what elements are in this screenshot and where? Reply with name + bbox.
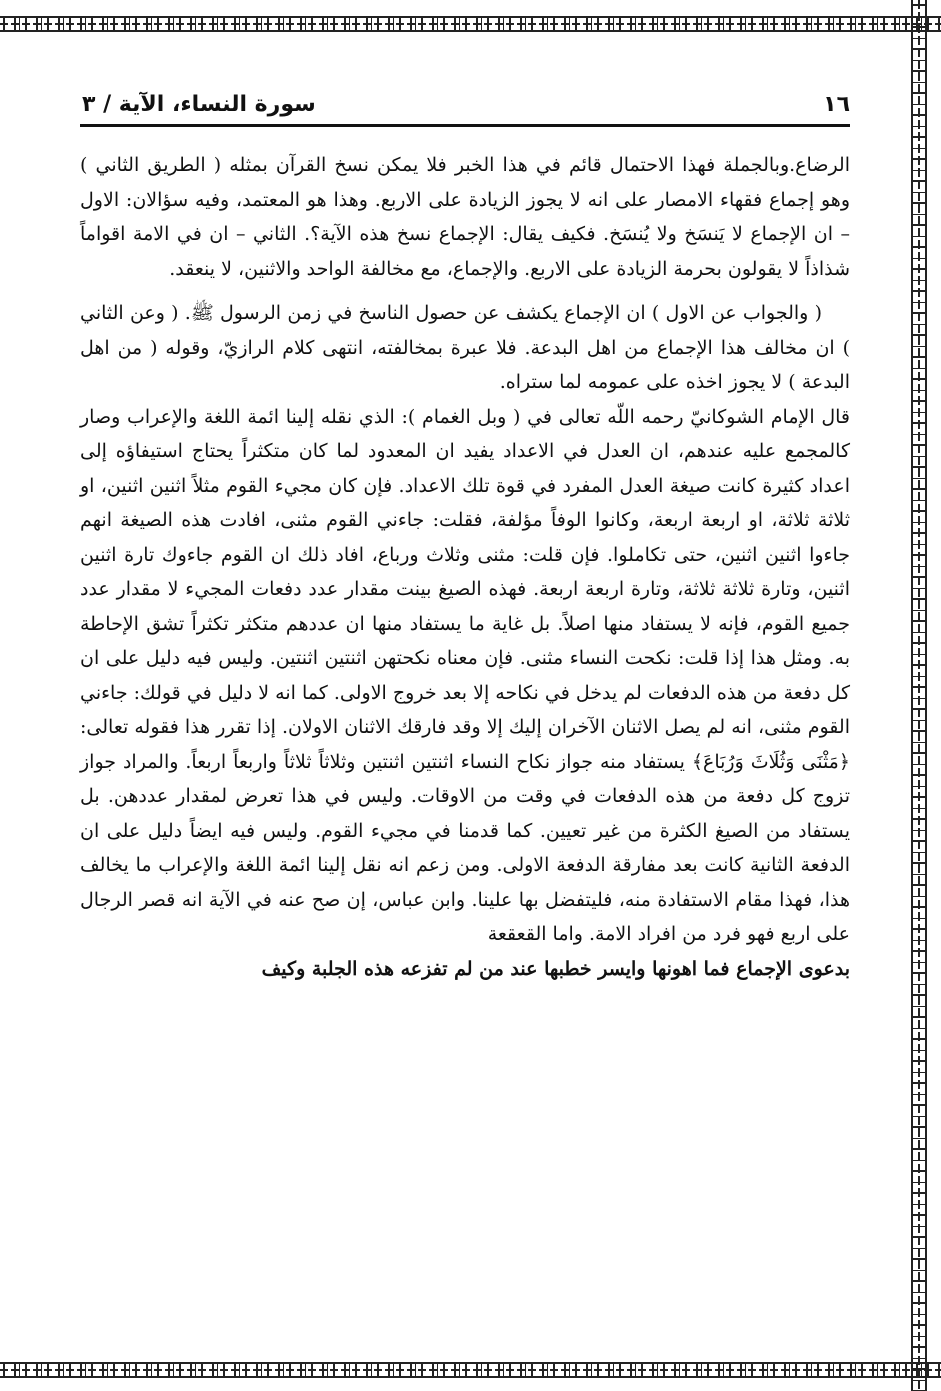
page-body	[80, 148, 850, 986]
page-number: ١٦	[823, 91, 850, 117]
paragraph: قال الإمام الشوكانيّ رحمه اللّه تعالى في ( وبل الغمام ): الذي نقله إلينا ائمة اللغة والإعراب وصار كالمجمع عليه عندهم، ان العدل في الاعداد يفيد ان المعدود لما كان متكثراً يحتاج استيفاؤه إلى اعداد كثيرة كانت صيغة العدل المفرد في قوة تلك الاعداد. فإن كان مجيء القوم مثلاً اثنين اثنين، او ثلاثة ثلاثة، او اربعة اربعة، وكانوا الوفاً مؤلفة، فقلت: جاءني القوم مثنى، افادت هذه الصيغة انهم جاءوا اثنين اثنين، حتى تكاملوا. فإن قلت: مثنى وثلاث ورباع، افاد ذلك ان القوم جاءوك تارة اثنين اثنين، وتارة ثلاثة ثلاثة، وتارة اربعة اربعة. فهذه الصيغ بينت مقدار عدد دفعات المجيء لا مقدار عدد جميع القوم، فإنه لا يستفاد منها اصلاً. بل غاية ما يستفاد منها ان عددهم متكثر تكثراً تشق الإحاطة به. ومثل هذا إذا قلت: نكحت النساء مثنى. فإن معناه نكحتهن اثنتين اثنتين. وليس فيه دليل على ان كل دفعة من هذه الدفعات لم يدخل في نكاحه إلا بعد خروج الاولى. كما انه لا دليل في قولك: جاءني القوم مثنى، انه لم يصل الاثنان الآخران إليك إلا وقد فارقك الاثنان الاولان. إذا تقرر هذا فقوله تعالى: ﴿مَثْنَى وَثُلَاثَ وَرُبَاعَ﴾ يستفاد منه جواز نكاح النساء اثنتين اثنتين وثلاثاً ثلاثاً واربعاً اربعاً. والمراد جواز تزوج كل دفعة من هذه الدفعات في وقت من الاوقات. وليس في هذا تعرض لمقدار عددهن. بل يستفاد من الصيغ الكثرة من غير تعيين. كما قدمنا في مجيء القوم. وليس فيه ايضاً دليل على ان الدفعة الثانية كانت بعد مفارقة الدفعة الاولى. ومن زعم انه نقل إلينا ائمة اللغة والإعراب ما يخالف هذا، فهذا مقام الاستفادة منه، فليتفضل بها علينا. وابن عباس، إن صح عنه في الآية انه قصر الرجال على اربع فهو فرد من افراد الامة. واما القعقعة	[80, 405, 851, 945]
header-rule	[80, 124, 850, 127]
running-title: سورة النساء، الآية / ٣	[82, 91, 316, 117]
paragraph: الرضاع.وبالجملة فهذا الاحتمال قائم في هذا الخبر فلا يمكن نسخ القرآن بمثله ( الطريق الثاني ) وهو إجماع فقهاء الامصار على انه لا يجوز الزيادة على الاربع. وهذا هو المعتمد، وفيه سؤالان: الاول – ان الإجماع لا يَنسَخ ولا يُنسَخ. فكيف يقال: الإجماع نسخ هذه الآية؟. الثاني – ان في الامة اقواماً شذاذاً لا يقولون بحرمة الزيادة على الاربع. والإجماع، مع مخالفة الواحد والاثنين، لا ينعقد.	[80, 154, 850, 280]
bottom-border-ornament	[0, 1362, 941, 1378]
paragraph: بدعوى الإجماع فما اهونها وايسر خطبها عند من لم تفزعه هذه الجلبة وكيف	[261, 957, 850, 980]
paragraph: ( والجواب عن الاول ) ان الإجماع يكشف عن حصول الناسخ في زمن الرسول ﷺ. ( وعن الثاني ) ان مخالف هذا الإجماع من اهل البدعة. فلا عبرة بمخالفته، انتهى كلام الرازيّ، وقوله ( من اهل البدعة ) لا يجوز اخذه على عمومه لما ستراه.	[80, 302, 850, 393]
top-border-ornament	[0, 16, 941, 32]
page-header	[82, 86, 850, 122]
right-border-ornament	[911, 0, 927, 1391]
